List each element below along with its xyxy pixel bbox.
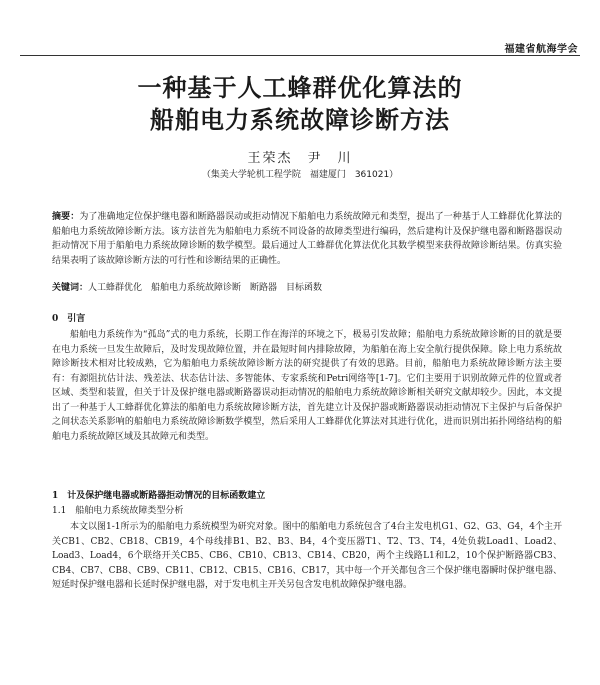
paper-title-line-2: 船舶电力系统故障诊断方法 — [150, 106, 450, 134]
section-1-heading: 1 计及保护继电器或断路器拒动情况的目标函数建立 — [52, 491, 266, 501]
section-1-1-heading: 1.1 船舶电力系统故障类型分析 — [52, 506, 184, 516]
authors: 王荣杰 尹 川 — [247, 151, 353, 166]
affiliation: （集美大学轮机工程学院 福建厦门 361021） — [201, 170, 399, 180]
journal-name: 福建省航海学会 — [504, 44, 578, 55]
keywords-text: 人工蜂群优化 船舶电力系统故障诊断 断路器 目标函数 — [88, 283, 323, 293]
paper-title-line-1: 一种基于人工蜂群优化算法的 — [137, 74, 463, 102]
section-0-heading: 0 引言 — [52, 314, 86, 324]
section-0-paragraph: 船舶电力系统作为“孤岛”式的电力系统，长期工作在海洋的环境之下，极易引发故障；船舶电力系统故障诊断的目的就是要在电力系统一旦发生故障后，及时发现故障位置，并在最短时间内排除故障，为船舶在海上安全航行提供保障。除上电力系统故障诊断技术相对比较成熟，它为船舶电力系统故障诊断方法的研究提供了有效的思路。目前，船舶电力系统故障诊断方法主要有：有源阻抗估计法、残差法、状态估计法、多智能体、专家系统和Petri网络等[1-7]。它们主要用于识别故障元件的位置或者区域、类型和装置，但关于计及保护继电器或断路器误动拒动情况的船舶电力系统故障诊断相关研究文献却较少。因此，本文提出了一种基于人工蜂群优化算法的船舶电力系统故障诊断方法，首先建立计及保护器或断路器误动拒动情况下主保护与后备保护之间状态关系影响的船舶电力系统故障诊断数学模型，然后采用人工蜂群优化算法对其进行优化，进而识别出拓扑网络结构的船舶电力系统故障区域及其故障元和类型。 — [52, 330, 562, 442]
abstract-text: 为了准确地定位保护继电器和断路器误动或拒动情况下船舶电力系统故障元和类型，提出了一种基于人工蜂群优化算法的船舶电力系统故障诊断方法。该方法首先为船舶电力系统不同设备的故障类型进行编码，然后建构计及保护继电器和断路器误动拒动情况下用于船舶电力系统故障诊断的数学模型。最后通过人工蜂群优化算法优化其数学模型来获得故障诊断结果。仿真实验结果表明了该故障诊断方法的可行性和诊断结果的正确性。 — [52, 212, 562, 266]
header-rule — [20, 55, 580, 56]
keywords — [52, 281, 562, 296]
abstract — [52, 210, 562, 268]
abstract-label: 摘要： — [52, 212, 80, 222]
section-1-1-paragraph: 本文以图1-1所示为的船舶电力系统模型为研究对象。图中的船舶电力系统包含了4台主发电机G1、G2、G3、G4，4个主开关CB1、CB2、CB18、CB19，4个母线排B1、B2、B3、B4，4个变压器T1、T2、T3、T4，4处负载Load1、Load2、Load3、Load4，6个联络开关CB5、CB6、CB10、CB13、CB14、CB20，两个主线路L1和L2，10个保护断路器CB3、CB4、CB7、CB8、CB9、CB11、CB12、CB15、CB16、CB17，其中每一个开关都包含三个保护继电器瞬时保护继电器、短延时保护继电器和长延时保护继电器，对于发电机主开关另包含发电机故障保护继电器。 — [52, 522, 562, 590]
keywords-label: 关键词： — [52, 283, 89, 293]
